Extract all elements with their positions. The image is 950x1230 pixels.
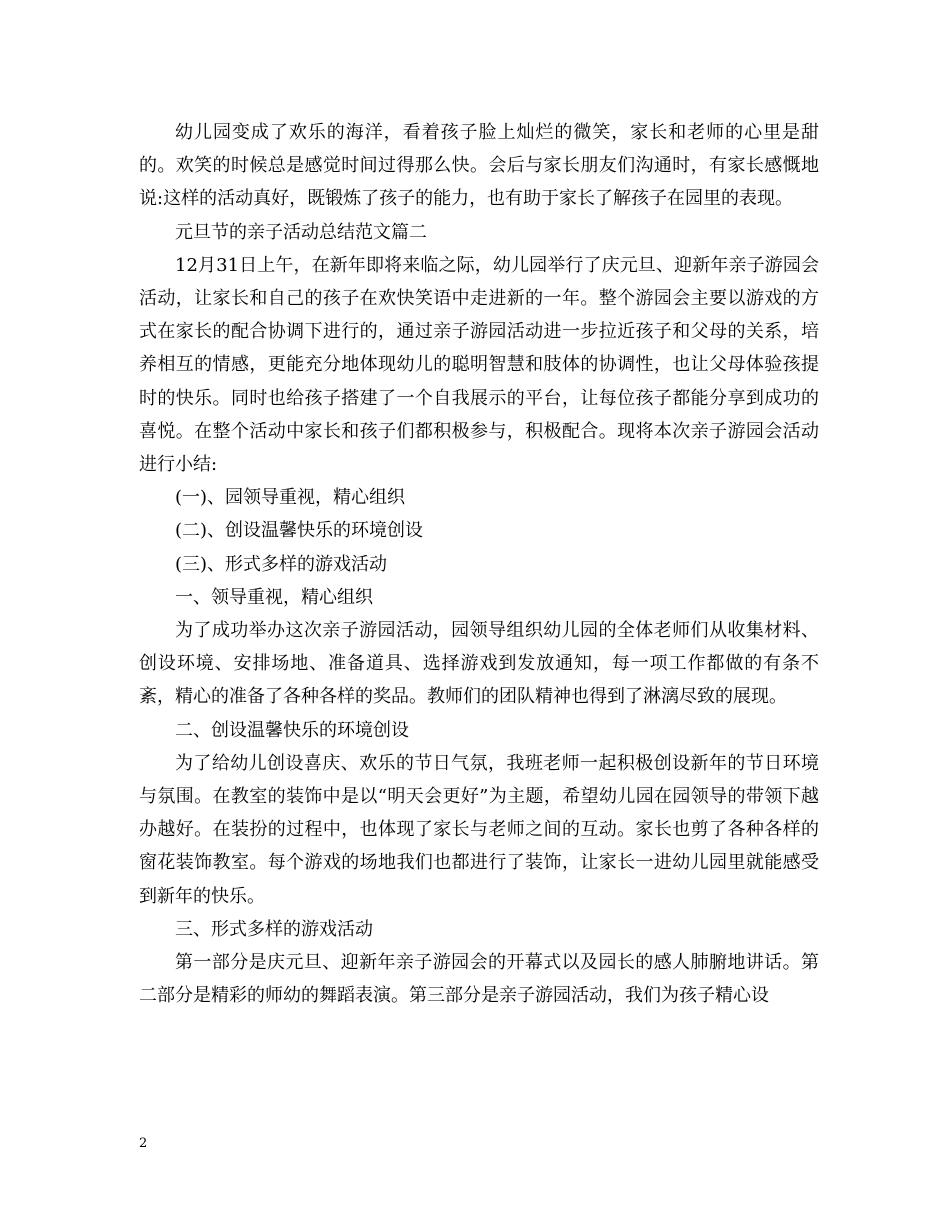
document-body bbox=[139, 116, 819, 1012]
paragraph-leadership: 为了成功举办这次亲子游园活动，园领导组织幼儿园的全体老师们从收集材料、创设环境、安排场地、准备道具、选择游戏到发放通知，每一项工作都做的有条不紊，精心的准备了各种各样的奖品。教师们的团队精神也得到了淋漓尽致的展现。 bbox=[139, 620, 819, 708]
paragraph-intro-conclusion: 幼儿园变成了欢乐的海洋，看着孩子脸上灿烂的微笑，家长和老师的心里是甜的。欢笑的时候总是感觉时间过得那么快。会后与家长朋友们沟通时，有家长感慨地说:这样的活动真好，既锻炼了孩子的能力，也有助于家长了解孩子在园里的表现。 bbox=[139, 122, 819, 210]
outline-item-2: (二)、创设温馨快乐的环境创设 bbox=[175, 520, 424, 542]
outline-item-3: (三)、形式多样的游戏活动 bbox=[175, 553, 388, 575]
heading-activities: 三、形式多样的游戏活动 bbox=[175, 918, 373, 940]
paragraph-event-overview: 12月31日上午，在新年即将来临之际，幼儿园举行了庆元旦、迎新年亲子游园会活动，让家长和自己的孩子在欢快笑语中走进新的一年。整个游园会主要以游戏的方式在家长的配合协调下进行的，通过亲子游园活动进一步拉近孩子和父母的关系，培养相互的情感，更能充分地体现幼儿的聪明智慧和肢体的协调性，也让父母体验孩提时的快乐。同时也给孩子搭建了一个自我展示的平台，让每位孩子都能分享到成功的喜悦。在整个活动中家长和孩子们都积极参与，积极配合。现将本次亲子游园会活动进行小结: bbox=[139, 254, 819, 476]
heading-leadership: 一、领导重视，精心组织 bbox=[175, 586, 373, 608]
page-number: 2 bbox=[139, 1136, 148, 1151]
section-title-part-two: 元旦节的亲子活动总结范文篇二 bbox=[175, 221, 427, 243]
outline-item-1: (一)、园领导重视，精心组织 bbox=[175, 487, 406, 509]
heading-environment: 二、创设温馨快乐的环境创设 bbox=[175, 719, 409, 741]
paragraph-activities: 第一部分是庆元旦、迎新年亲子游园会的开幕式以及园长的感人肺腑地讲话。第二部分是精彩的师幼的舞蹈表演。第三部分是亲子游园活动，我们为孩子精心设 bbox=[139, 952, 819, 1007]
paragraph-environment: 为了给幼儿创设喜庆、欢乐的节日气氛，我班老师一起积极创设新年的节日环境与氛围。在教室的装饰中是以“明天会更好”为主题，希望幼儿园在园领导的带领下越办越好。在装扮的过程中，也体现了家长与老师之间的互动。家长也剪了各种各样的窗花装饰教室。每个游戏的场地我们也都进行了装饰，让家长一进幼儿园里就能感受到新年的快乐。 bbox=[139, 752, 819, 907]
